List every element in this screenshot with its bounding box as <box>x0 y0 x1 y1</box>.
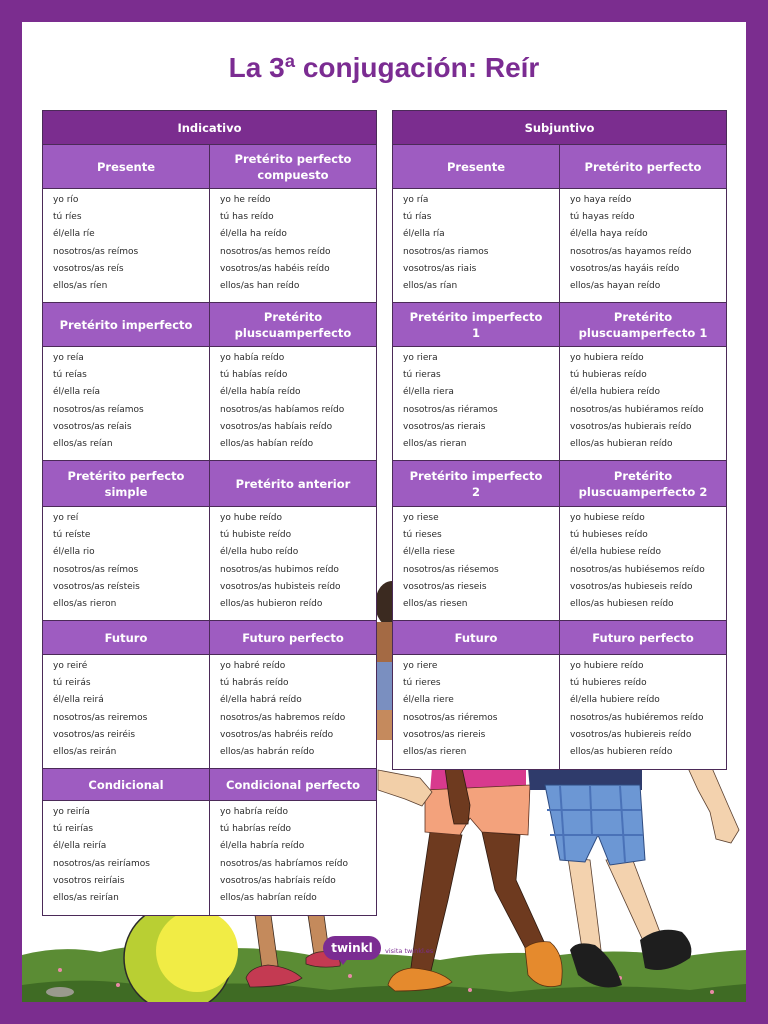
tense-heading: Pretérito perfecto <box>559 145 726 188</box>
boy-arm <box>688 768 739 843</box>
ball-highlight <box>156 910 238 992</box>
tense-heading: Pretérito pluscuamperfecto 2 <box>559 461 726 506</box>
twinkl-logo[interactable]: twinkl <box>323 936 381 960</box>
conjugation-form: yo reí <box>53 513 79 523</box>
conjugation-form: él/ella reía <box>53 387 101 398</box>
conjugation-form: vosotros/as reíais <box>53 421 132 432</box>
tense-heading: Pretérito imperfecto 2 <box>409 468 543 499</box>
conjugation-form: ellos/as hayan reído <box>570 280 661 291</box>
conjugation-row <box>393 347 726 461</box>
conjugation-form: tú reíste <box>53 530 91 541</box>
child-hand <box>377 710 393 740</box>
conjugation-cell <box>209 507 376 620</box>
conjugation-form: tú habías reído <box>220 370 288 381</box>
conjugation-form: yo riera <box>403 353 438 363</box>
conjugation-form: él/ella hubo reído <box>220 547 299 558</box>
conjugation-form: él/ella había reído <box>220 387 301 398</box>
conjugation-form: yo río <box>53 195 79 205</box>
conjugation-form: tú habrás reído <box>220 678 289 689</box>
conjugation-cell <box>43 347 209 460</box>
conjugation-form: tú hubiste reído <box>220 530 292 541</box>
tense-heading-row <box>43 621 376 655</box>
tense-section <box>393 303 726 461</box>
conjugation-form: él/ella habrá reído <box>220 695 302 706</box>
conjugation-row <box>393 655 726 769</box>
tense-heading: Pretérito imperfecto <box>59 317 193 332</box>
child-face <box>377 622 393 662</box>
conjugation-form: yo reiría <box>53 807 90 817</box>
tense-heading-row <box>43 145 376 189</box>
tense-heading: Futuro perfecto <box>209 621 376 654</box>
conjugation-form: ellos/as habrían reído <box>220 892 317 903</box>
conjugation-cell <box>393 189 559 302</box>
conjugation-form: yo he reído <box>220 195 271 205</box>
conjugation-form: nosotros/as riamos <box>403 246 489 257</box>
conjugation-row <box>43 189 376 303</box>
girl-shorts <box>425 785 530 835</box>
stone <box>46 987 74 997</box>
conjugation-cell <box>209 347 376 460</box>
conjugation-cell <box>393 655 559 769</box>
tense-sections <box>393 145 726 769</box>
conjugation-row <box>393 189 726 303</box>
conjugation-form: tú rías <box>403 212 432 223</box>
conjugation-form: tú rieses <box>403 530 442 541</box>
conjugation-form: tú reirías <box>53 824 94 835</box>
conjugation-form: nosotros/as riéramos <box>403 404 498 415</box>
conjugation-cell <box>393 507 559 620</box>
tense-heading: Condicional perfecto <box>209 769 376 800</box>
conjugation-cell <box>43 189 209 302</box>
conjugation-form: nosotros/as hubiésemos reído <box>570 564 705 575</box>
girl-leg <box>482 832 550 959</box>
conjugation-form: él/ella reiría <box>53 841 107 852</box>
conjugation-form: nosotros/as hubimos reído <box>220 564 339 575</box>
boy-leg <box>568 858 601 955</box>
conjugation-form: vosotros reiríais <box>53 875 125 886</box>
conjugation-form: vosotros/as hubisteis reído <box>220 581 341 592</box>
conjugation-form: vosotros/as hubieseis reído <box>570 581 693 592</box>
conjugation-form: nosotros/as reiríamos <box>53 858 150 869</box>
conjugation-form: ellos/as riesen <box>403 598 468 609</box>
conjugation-form: ellos/as rieran <box>403 438 467 449</box>
conjugation-form: yo hubiera reído <box>570 353 644 363</box>
conjugation-form: ellos/as ríen <box>53 280 108 291</box>
conjugation-form: él/ella habría reído <box>220 841 305 852</box>
tense-heading: Pretérito perfecto compuesto <box>209 145 376 188</box>
conjugation-form: nosotros/as hayamos reído <box>570 246 692 257</box>
conjugation-form: nosotros/as riéremos <box>403 712 498 723</box>
conjugation-form: yo hube reído <box>220 513 282 523</box>
conjugation-form: nosotros/as hemos reído <box>220 246 331 257</box>
tense-heading: Condicional <box>88 777 164 792</box>
indicativo-table <box>42 110 377 916</box>
tense-section <box>393 461 726 621</box>
conjugation-cell <box>559 189 726 302</box>
table-heading: Subjuntivo <box>393 111 726 145</box>
tense-heading: Pretérito pluscuamperfecto 1 <box>559 303 726 346</box>
conjugation-form: yo reía <box>53 353 84 363</box>
conjugation-form: vosotros/as reísteis <box>53 581 140 592</box>
tense-heading: Presente <box>446 159 506 174</box>
conjugation-row <box>43 507 376 621</box>
conjugation-form: ellos/as han reído <box>220 280 300 291</box>
conjugation-cell <box>559 347 726 460</box>
conjugation-form: ellos/as rían <box>403 280 458 291</box>
tense-heading: Pretérito anterior <box>209 461 376 506</box>
conjugation-form: ellos/as reían <box>53 438 113 449</box>
conjugation-form: ellos/as hubiesen reído <box>570 598 674 609</box>
conjugation-form: nosotros/as hubiéramos reído <box>570 404 704 415</box>
conjugation-form: ellos/as habrán reído <box>220 746 315 757</box>
conjugation-form: ellos/as habían reído <box>220 438 314 449</box>
conjugation-form: él/ella ha reído <box>220 229 287 240</box>
conjugation-form: vosotros/as hubiereis reído <box>570 729 692 740</box>
conjugation-form: vosotros/as habéis reído <box>220 263 330 274</box>
conjugation-form: yo riere <box>403 661 438 671</box>
logo-tail <box>337 957 349 965</box>
page-title: La 3ª conjugación: Reír <box>228 52 540 83</box>
conjugation-form: nosotros/as reímos <box>53 564 139 575</box>
conjugation-row <box>393 507 726 621</box>
conjugation-form: tú reirás <box>53 678 91 689</box>
tense-section <box>43 769 376 915</box>
tense-heading-row <box>393 461 726 507</box>
tense-section <box>393 621 726 769</box>
tense-heading-row <box>393 145 726 189</box>
conjugation-form: ellos/as rieron <box>53 598 117 609</box>
conjugation-form: ellos/as reirán <box>53 746 117 757</box>
conjugation-form: nosotros/as habíamos reído <box>220 404 345 415</box>
conjugation-form: tú has reído <box>220 212 274 223</box>
conjugation-form: ellos/as hubieran reído <box>570 438 673 449</box>
conjugation-form: yo riese <box>403 513 439 523</box>
conjugation-form: él/ella riese <box>403 547 455 558</box>
conjugation-form: nosotros/as hubiéremos reído <box>570 712 704 723</box>
child-body <box>377 662 393 710</box>
conjugation-form: yo habré reído <box>220 661 286 671</box>
conjugation-form: nosotros/as reímos <box>53 246 139 257</box>
conjugation-form: él/ella ría <box>403 229 445 240</box>
conjugation-cell <box>559 655 726 769</box>
conjugation-form: yo había reído <box>220 353 285 363</box>
conjugation-cell <box>559 507 726 620</box>
conjugation-cell <box>209 655 376 768</box>
conjugation-form: yo reiré <box>53 661 88 671</box>
conjugation-form: tú ríes <box>53 212 82 223</box>
conjugation-form: él/ella rio <box>53 547 95 558</box>
conjugation-cell <box>43 655 209 768</box>
conjugation-form: tú hubieras reído <box>570 370 647 381</box>
tense-heading-row <box>43 303 376 347</box>
conjugation-form: tú rieras <box>403 370 441 381</box>
tense-sections <box>43 145 376 915</box>
conjugation-form: ellos/as hubieron reído <box>220 598 323 609</box>
conjugation-form: él/ella ríe <box>53 229 95 240</box>
conjugation-row <box>43 655 376 769</box>
conjugation-form: él/ella hubiera reído <box>570 387 660 398</box>
tense-section <box>393 145 726 303</box>
conjugation-form: nosotros/as riésemos <box>403 564 499 575</box>
conjugation-row <box>43 347 376 461</box>
conjugation-form: vosotros/as riereis <box>403 729 486 740</box>
conjugation-form: nosotros/as habremos reído <box>220 712 346 723</box>
conjugation-form: tú hubieses reído <box>570 530 648 541</box>
conjugation-form: él/ella haya reído <box>570 229 648 240</box>
tense-section <box>43 145 376 303</box>
conjugation-form: nosotros/as habríamos reído <box>220 858 348 869</box>
conjugation-form: él/ella hubiese reído <box>570 547 661 558</box>
conjugation-form: vosotros/as riais <box>403 263 477 274</box>
conjugation-form: ellos/as hubieren reído <box>570 746 673 757</box>
conjugation-form: yo hubiere reído <box>570 661 644 671</box>
conjugation-form: yo hubiese reído <box>570 513 645 523</box>
tense-heading-row <box>393 303 726 347</box>
conjugation-form: nosotros/as reiremos <box>53 712 148 723</box>
conjugation-form: ellos/as rieren <box>403 746 467 757</box>
conjugation-form: vosotros/as hayáis reído <box>570 263 680 274</box>
table-heading: Indicativo <box>43 111 376 145</box>
conjugation-cell <box>43 801 209 915</box>
tense-section <box>43 461 376 621</box>
boy-arm <box>378 770 432 806</box>
conjugation-form: yo ría <box>403 195 429 205</box>
conjugation-form: él/ella riera <box>403 387 454 398</box>
tense-heading: Pretérito perfecto simple <box>67 468 185 499</box>
conjugation-form: vosotros/as reiréis <box>53 729 136 740</box>
conjugation-form: yo habría reído <box>220 807 288 817</box>
conjugation-form: vosotros/as reís <box>53 263 124 274</box>
tense-section <box>43 621 376 769</box>
conjugation-form: vosotros/as rierais <box>403 421 486 432</box>
conjugation-cell <box>209 189 376 302</box>
conjugation-cell <box>209 801 376 915</box>
boy-leg <box>606 858 661 945</box>
conjugation-form: vosotros/as habríais reído <box>220 875 336 886</box>
conjugation-cell <box>43 507 209 620</box>
tense-heading-row <box>43 769 376 801</box>
conjugation-form: yo haya reído <box>570 195 632 205</box>
tense-heading: Futuro <box>104 630 148 645</box>
conjugation-form: vosotros/as habíais reído <box>220 421 333 432</box>
tense-heading-row <box>393 621 726 655</box>
conjugation-form: tú rieres <box>403 678 441 689</box>
conjugation-cell <box>393 347 559 460</box>
conjugation-form: vosotros/as rieseis <box>403 581 487 592</box>
conjugation-form: tú hayas reído <box>570 212 635 223</box>
conjugation-form: tú reías <box>53 370 87 381</box>
conjugation-form: tú habrías reído <box>220 824 292 835</box>
website-link[interactable]: visita twinkl.es <box>385 947 434 955</box>
tense-heading: Pretérito pluscuamperfecto <box>209 303 376 346</box>
conjugation-form: tú hubieres reído <box>570 678 647 689</box>
tense-section <box>43 303 376 461</box>
conjugation-form: nosotros/as reíamos <box>53 404 144 415</box>
conjugation-row <box>43 801 376 915</box>
tense-heading: Futuro <box>454 630 498 645</box>
conjugation-form: vosotros/as habréis reído <box>220 729 334 740</box>
tense-heading: Futuro perfecto <box>559 621 726 654</box>
conjugation-form: él/ella hubiere reído <box>570 695 660 706</box>
tense-heading: Pretérito imperfecto 1 <box>409 309 543 340</box>
subjuntivo-table <box>392 110 727 770</box>
conjugation-form: ellos/as reirían <box>53 892 119 903</box>
conjugation-form: él/ella reirá <box>53 695 104 706</box>
tense-heading: Presente <box>96 159 156 174</box>
conjugation-form: él/ella riere <box>403 695 454 706</box>
tense-heading-row <box>43 461 376 507</box>
conjugation-form: vosotros/as hubierais reído <box>570 421 692 432</box>
